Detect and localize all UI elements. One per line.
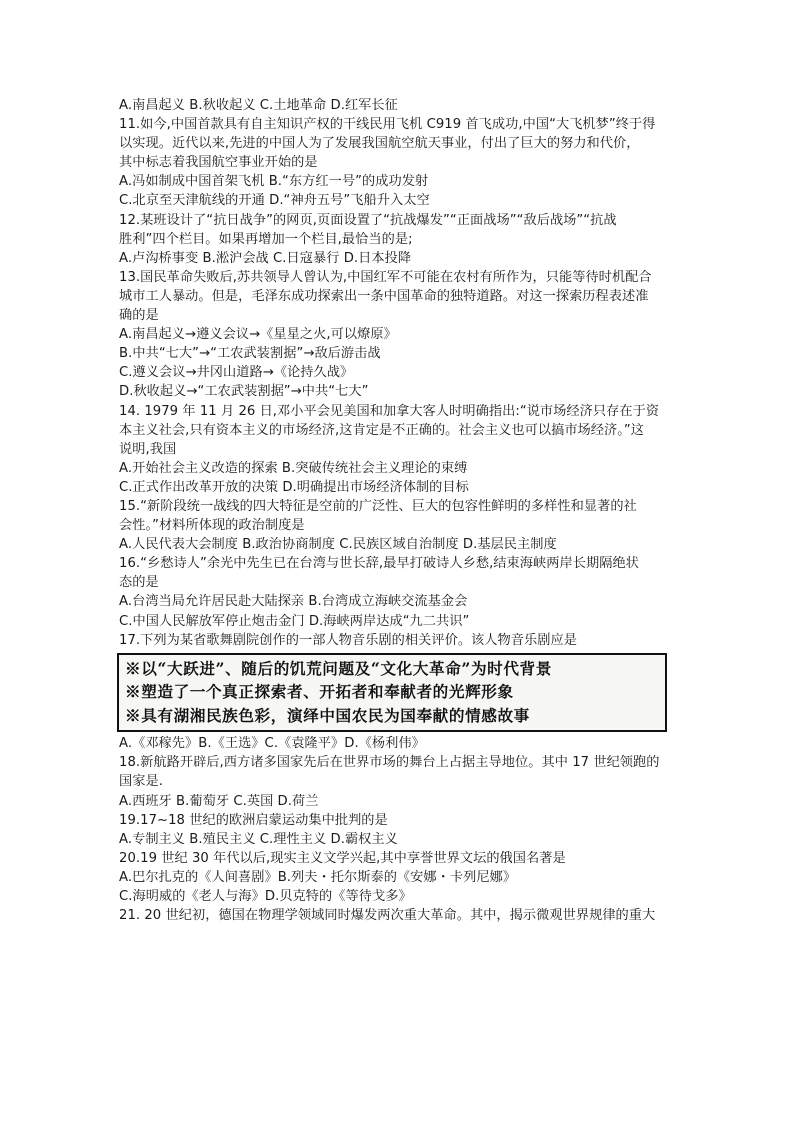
text-line: 胜利”四个栏目。如果再增加一个栏目,最恰当的是;: [119, 231, 413, 247]
text-line: 态的是: [119, 575, 159, 591]
text-line: B.中共“七大”→“工农武装割据”→敌后游击战: [119, 346, 381, 362]
question-block-after: [119, 734, 679, 925]
text-line: C.海明威的《老人与海》D.贝克特的《等待戈多》: [119, 888, 412, 904]
question-block-before: [119, 96, 679, 650]
exam-page: [119, 96, 679, 925]
text-line: A.台湾当局允许居民赴大陆探亲 B.台湾成立海峡交流基金会: [119, 594, 468, 610]
text-line: 14. 1979 年 11 月 26 日,邓小平会见美国和加拿大客人时明确指出:“说市场经济只存在于资: [119, 403, 660, 419]
text-line: D.秋收起义→“工农武装割据”→中共“七大”: [119, 384, 369, 400]
text-line: 16.“乡愁诗人”余光中先生已在台湾与世长辞,最早打破诗人乡愁,结束海峡两岸长期隔绝状: [119, 556, 639, 572]
text-line: 11.如今,中国首款具有自主知识产权的干线民用飞机 C919 首飞成功,中国“大飞机梦”终于得: [119, 117, 656, 133]
text-line: 会性。”材料所体现的政治制度是: [119, 518, 305, 534]
text-line: C.正式作出改革开放的决策 D.明确提出市场经济体制的目标: [119, 479, 469, 495]
text-line: 19.17~18 世纪的欧洲启蒙运动集中批判的是: [119, 812, 388, 828]
text-line: 国家是.: [119, 774, 163, 790]
text-line: 18.新航路开辟后,西方诸多国家先后在世界市场的舞台上占据主导地位。其中 17 世纪领跑的: [119, 755, 660, 771]
text-line: 本主义社会,只有资本主义的市场经济,这肯定是不正确的。社会主义也可以搞市场经济。”这: [119, 422, 645, 438]
text-line: 17.下列为某省歌舞剧院创作的一部人物音乐剧的相关评价。该人物音乐剧应是: [119, 632, 577, 648]
text-line: A.西班牙 B.葡萄牙 C.英国 D.荷兰: [119, 793, 319, 809]
text-line: 20.19 世纪 30 年代以后,现实主义文学兴起,其中享誉世界文坛的俄国名著是: [119, 850, 566, 866]
text-line: C.遵义会议→井冈山道路→《论持久战》: [119, 365, 354, 381]
material-box: [117, 653, 667, 733]
text-line: A.南昌起义→遵义会议→《星星之火,可以燎原》: [119, 327, 397, 343]
text-line: 城市工人暴动。但是，毛泽东成功探索出一条中国革命的独特道路。对这一探索历程表述准: [119, 288, 649, 304]
material-line: ※具有湖湘民族色彩，演绎中国农民为国奉献的情感故事: [125, 705, 530, 725]
text-line: A.冯如制成中国首架飞机 B.“东方红一号”的成功发射: [119, 174, 429, 190]
text-line: 确的是: [119, 308, 159, 324]
text-line: 15.“新阶段统一战线的四大特征是空前的广泛性、巨大的包容性鲜明的多样性和显著的社: [119, 498, 637, 514]
text-line: 13.国民革命失败后,苏共领导人曾认为,中国红军不可能在农村有所作为，只能等待时机配合: [119, 269, 652, 285]
text-line: 说明,我国: [119, 441, 177, 457]
text-line: A.人民代表大会制度 B.政治协商制度 C.民族区域自治制度 D.基层民主制度: [119, 537, 557, 553]
material-line: ※塑造了一个真正探索者、开拓者和奉献者的光辉形象: [125, 682, 514, 702]
text-line: A.卢沟桥事变 B.淞沪会战 C.日寇暴行 D.日本投降: [119, 250, 412, 266]
text-line: A.专制主义 B.殖民主义 C.理性主义 D.霸权主义: [119, 831, 398, 847]
text-line: 以实现。近代以来,先进的中国人为了发展我国航空航天事业，付出了巨大的努力和代价，: [119, 136, 640, 152]
text-line: 其中标志着我国航空事业开始的是: [119, 155, 318, 171]
text-line: A.开始社会主义改造的探索 B.突破传统社会主义理论的束缚: [119, 460, 468, 476]
text-line: C.北京至天津航线的开通 D.“神舟五号”飞船升入太空: [119, 193, 430, 209]
text-line: 12.某班设计了“抗日战争”的网页,页面设置了“抗战爆发”“正面战场”“敌后战场”“抗战: [119, 212, 617, 228]
text-line: 21. 20 世纪初，德国在物理学领域同时爆发两次重大革命。其中，揭示微观世界规律的重大: [119, 908, 656, 924]
text-line: A.巴尔扎克的《人间喜剧》B.列夫・托尔斯泰的《安娜・卡列尼娜》: [119, 869, 517, 885]
text-line: C.中国人民解放军停止炮击金门 D.海峡两岸达成“九二共识”: [119, 613, 470, 629]
text-line: A.《邓稼先》B.《王选》C.《袁隆平》D.《杨利伟》: [119, 736, 425, 752]
text-line: A.南昌起义 B.秋收起义 C.土地革命 D.红军长征: [119, 98, 398, 113]
material-line: ※以“大跃进”、随后的饥荒问题及“文化大革命”为时代背景: [125, 658, 552, 678]
